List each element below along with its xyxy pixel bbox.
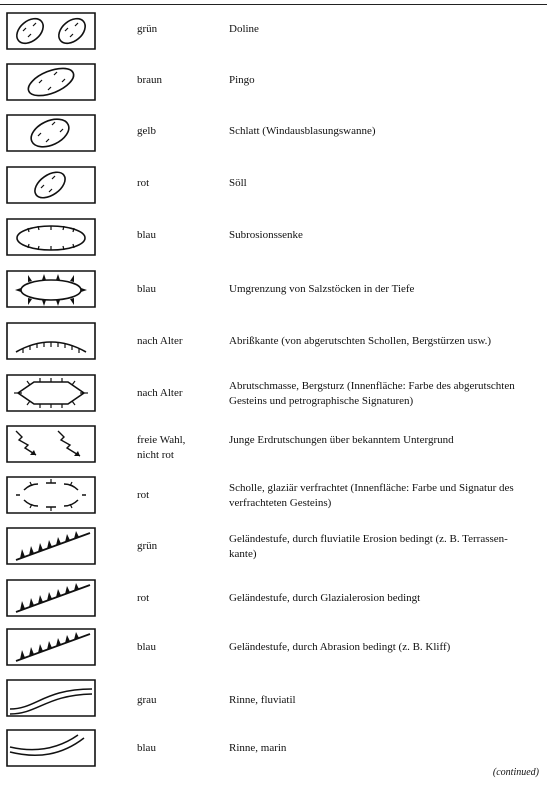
color-label: grau: [137, 694, 157, 706]
description: Junge Erdrutschungen über bekanntem Untergrund: [229, 434, 454, 446]
description: Schlatt (Windausblasungswanne): [229, 125, 376, 137]
erdrutsch-symbol: [6, 425, 96, 463]
color-label: blau: [137, 742, 156, 754]
color-label: gelb: [137, 125, 156, 137]
description: Geländestufe, durch Glazialerosion bedingt: [229, 592, 421, 604]
soell-symbol: [6, 166, 96, 204]
rinne-fluviatil-symbol: [6, 679, 96, 717]
subrosionssenke-symbol: [6, 218, 96, 256]
doline-symbol: [6, 12, 96, 50]
description: Subrosionssenke: [229, 229, 303, 241]
description: Umgrenzung von Salzstöcken in der Tiefe: [229, 283, 415, 295]
scholle-symbol: [6, 476, 96, 514]
color-label: rot: [137, 489, 150, 501]
pingo-symbol: [6, 63, 96, 101]
abrisskante-symbol: [6, 322, 96, 360]
description: Pingo: [229, 74, 255, 86]
description: Abrißkante (von abgerutschten Schollen, Bergstürzen usw.): [229, 335, 492, 347]
top-rule: [0, 4, 547, 5]
description: Rinne, fluviatil: [229, 694, 296, 706]
color-label: grün: [137, 540, 158, 552]
schlatt-symbol: [6, 114, 96, 152]
color-label: nach Alter: [137, 387, 183, 399]
gelaendestufe-abrasion-symbol: [6, 628, 96, 666]
salzstock-symbol: [6, 270, 96, 308]
color-label: rot: [137, 177, 150, 189]
description: Söll: [229, 177, 247, 189]
color-label: rot: [137, 592, 150, 604]
color-label: nach Alter: [137, 335, 183, 347]
abrutschmasse-symbol: [6, 374, 96, 412]
rinne-marin-symbol: [6, 729, 96, 767]
description: Rinne, marin: [229, 742, 287, 754]
color-label: braun: [137, 74, 163, 86]
continued-note: (continued): [492, 767, 539, 778]
description: Scholle, glaziär verfrachtet (Innenfläche: Farbe und Signatur des verfrachteten Gesteins): [229, 482, 514, 509]
description: Geländestufe, durch fluviatile Erosion bedingt (z. B. Terrassen- kante): [229, 533, 508, 560]
description: Abrutschmasse, Bergsturz (Innenfläche: Farbe des abgerutschten Gesteins und petrographische Signaturen): [229, 380, 515, 407]
description: Geländestufe, durch Abrasion bedingt (z. B. Kliff): [229, 641, 451, 653]
color-label: freie Wahl, nicht rot: [137, 434, 186, 461]
description: Doline: [229, 23, 259, 35]
gelaendestufe-fluviatil-symbol: [6, 527, 96, 565]
color-label: grün: [137, 23, 158, 35]
color-label: blau: [137, 283, 156, 295]
gelaendestufe-glazial-symbol: [6, 579, 96, 617]
color-label: blau: [137, 641, 156, 653]
color-label: blau: [137, 229, 156, 241]
